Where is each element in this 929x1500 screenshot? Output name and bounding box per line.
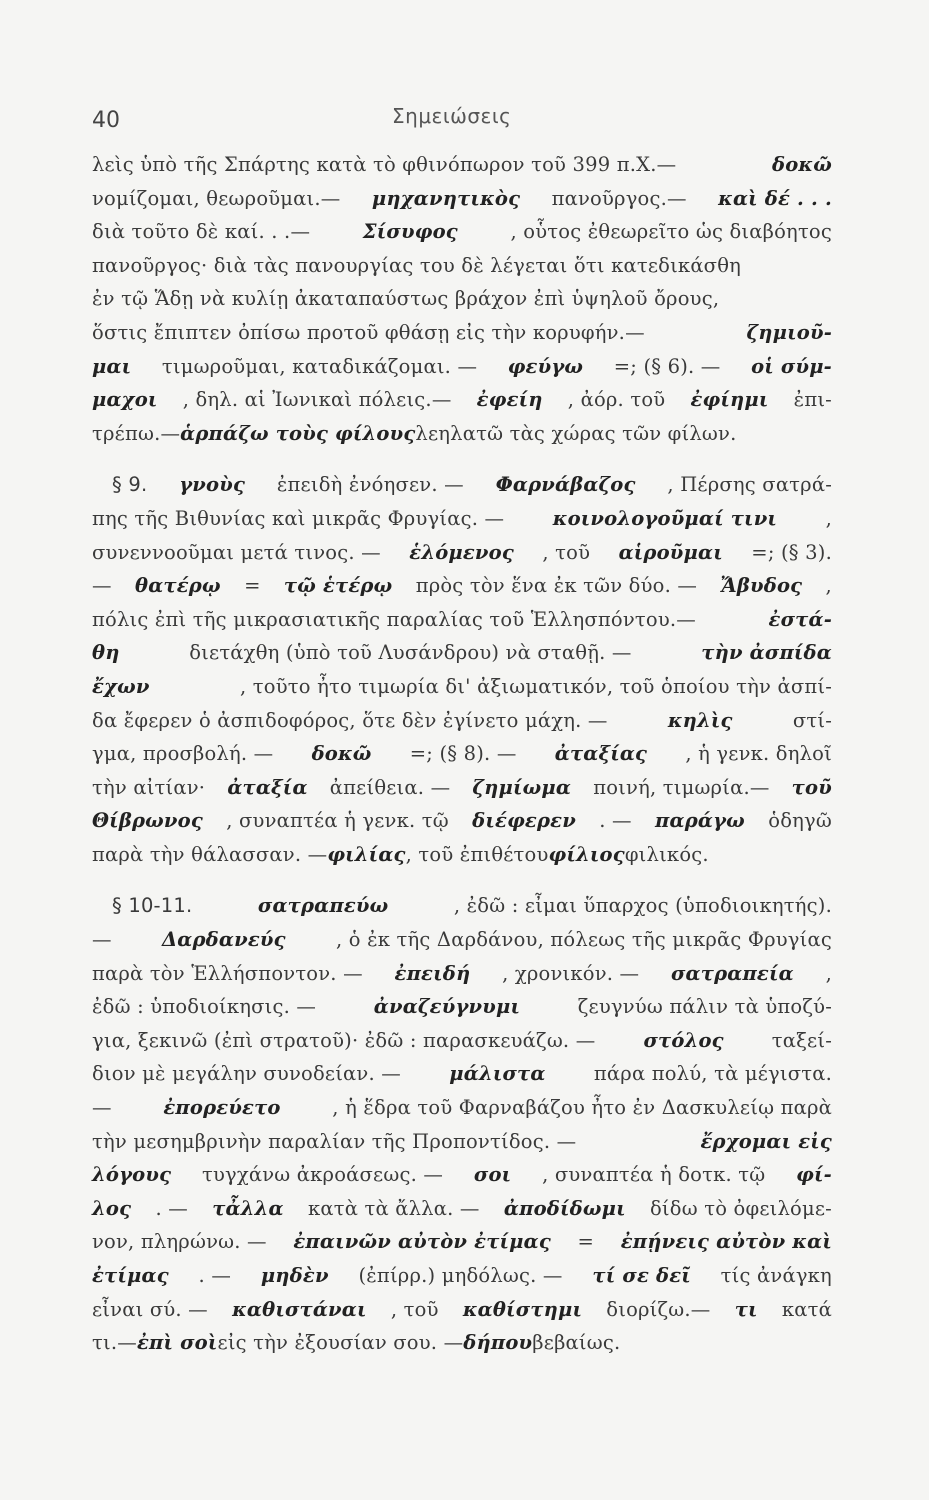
text-line: τρέπω.— ἁρπάζω τοὺς φίλους λεηλατῶ τὰς χώρας τῶν φίλων. <box>92 421 737 445</box>
notes-body <box>92 148 832 1360</box>
page-number: 40 <box>92 108 120 133</box>
text-line: ἐδῶ : ὑποδιοίκησις. — ἀναζεύγνυμι ζευγνύω πάλιν τὰ ὑποζύ- <box>92 995 832 1019</box>
text-line: διὰ τοῦτο δὲ καί. . .— Σίσυφος , οὗτος ἐθεωρεῖτο ὡς διαβόητος <box>92 220 832 244</box>
text-line: γμα, προσβολή. — δοκῶ =; (§ 8). — ἀταξίας , ἡ γενκ. δηλοῖ <box>92 742 832 766</box>
text-line: — θατέρῳ = τῷ ἑτέρῳ πρὸς τὸν ἕνα ἐκ τῶν δύο. — Ἄβυδος , <box>92 574 832 598</box>
text-line: λόγους τυγχάνω ἀκροάσεως. — σοι , συναπτέα ἡ δοτκ. τῷ φί- <box>92 1163 832 1187</box>
text-line: τὴν αἰτίαν· ἀταξία ἀπείθεια. — ζημίωμα ποινή, τιμωρία.— τοῦ <box>92 775 832 799</box>
running-head: Σημειώσεις <box>392 104 512 128</box>
text-line: εἶναι σύ. — καθιστάναι , τοῦ καθίστημι διορίζω.— τι κατά <box>92 1297 832 1321</box>
text-line: Θίβρωνος , συναπτέα ἡ γενκ. τῷ διέφερεν . — παράγω ὁδηγῶ <box>92 809 832 833</box>
text-line: δα ἔφερεν ὁ ἀσπιδοφόρος, ὅτε δὲν ἐγίνετο μάχη. — κηλὶς στί- <box>92 708 832 732</box>
text-line: πης τῆς Βιθυνίας καὶ μικρᾶς Φρυγίας. — κοινολογοῦμαί τινι , <box>92 506 832 530</box>
text-line: μαχοι , δηλ. αἱ Ἰωνικαὶ πόλεις.— ἐφείη , ἀόρ. τοῦ ἐφίημι ἐπι- <box>92 388 832 412</box>
text-line: — ἐπορεύετο , ἡ ἕδρα τοῦ Φαρναβάζου ἦτο ἐν Δασκυλείῳ παρὰ <box>92 1096 832 1120</box>
text-line: συνεννοοῦμαι μετά τινος. — ἑλόμενος , τοῦ αἱροῦμαι =; (§ 3). <box>92 540 832 564</box>
section-10-11-heading-line: § 10-11. σατραπεύω , ἐδῶ : εἶμαι ὕπαρχος (ὑποδιοικητής). <box>112 894 832 918</box>
text-line: λος . — τἆλλα κατὰ τὰ ἄλλα. — ἀποδίδωμι δίδω τὸ ὀφειλόμε- <box>92 1196 832 1220</box>
text-line: τὴν μεσημβρινὴν παραλίαν τῆς Προποντίδος. — ἔρχομαι εἰς <box>92 1129 832 1153</box>
text-line: πανοῦργος· διὰ τὰς πανουργίας του δὲ λέγεται ὅτι κατεδικάσθη <box>92 253 742 277</box>
text-line: παρὰ τὴν θάλασσαν. — φιλίας , τοῦ ἐπιθέτου φίλιος φιλικός. <box>92 842 709 866</box>
text-line: για, ξεκινῶ (ἐπὶ στρατοῦ)· ἐδῶ : παρασκευάζω. — στόλος ταξεί- <box>92 1028 832 1052</box>
text-line: πόλις ἐπὶ τῆς μικρασιατικῆς παραλίας τοῦ Ἑλλησπόντου.— ἐστά- <box>92 607 832 631</box>
text-line: — Δαρδανεύς , ὁ ἐκ τῆς Δαρδάνου, πόλεως τῆς μικρᾶς Φρυγίας <box>92 928 832 952</box>
text-line: διον μὲ μεγάλην συνοδείαν. — μάλιστα πάρα πολύ, τὰ μέγιστα. <box>92 1062 832 1086</box>
text-line: ὅστις ἔπιπτεν ὀπίσω προτοῦ φθάσῃ εἰς τὴν κορυφήν.— ζημιοῦ- <box>92 320 832 344</box>
text-line: μαι τιμωροῦμαι, καταδικάζομαι. — φεύγω =; (§ 6). — οἱ σύμ- <box>92 354 832 378</box>
text-line: λεὶς ὑπὸ τῆς Σπάρτης κατὰ τὸ φθινόπωρον τοῦ 399 π.Χ.— δοκῶ <box>92 153 832 176</box>
section-9-heading-line: § 9. γνοὺς ἐπειδὴ ἐνόησεν. — Φαρνάβαζος , Πέρσης σατρά- <box>112 473 832 497</box>
text-line: τι.— ἐπὶ σοὶ εἰς τὴν ἐξουσίαν σου. — δήπου βεβαίως. <box>92 1331 621 1355</box>
text-line: θη διετάχθη (ὑπὸ τοῦ Λυσάνδρου) νὰ σταθῇ. — τὴν ἀσπίδα <box>92 641 832 665</box>
text-line: ἐν τῷ Ἅδῃ νὰ κυλίῃ ἀκαταπαύστως βράχον ἐπὶ ὑψηλοῦ ὄρους, <box>92 287 720 311</box>
text-line: ἐτίμας . — μηδὲν (ἐπίρρ.) μηδόλως. — τί σε δεῖ τίς ἀνάγκη <box>92 1264 832 1287</box>
text-line: νον, πληρώνω. — ἐπαινῶν αὐτὸν ἐτίμας = ἐπῄνεις αὐτὸν καὶ <box>92 1230 832 1254</box>
text-line: νομίζομαι, θεωροῦμαι.— μηχανητικὸς πανοῦργος.— καὶ δέ . . . <box>92 186 832 210</box>
text-line: ἔχων , τοῦτο ἦτο τιμωρία δι' ἀξιωματικόν, τοῦ ὁποίου τὴν ἀσπί- <box>92 674 832 698</box>
text-line: παρὰ τὸν Ἑλλήσποντον. — ἐπειδή , χρονικόν. — σατραπεία , <box>92 961 832 985</box>
